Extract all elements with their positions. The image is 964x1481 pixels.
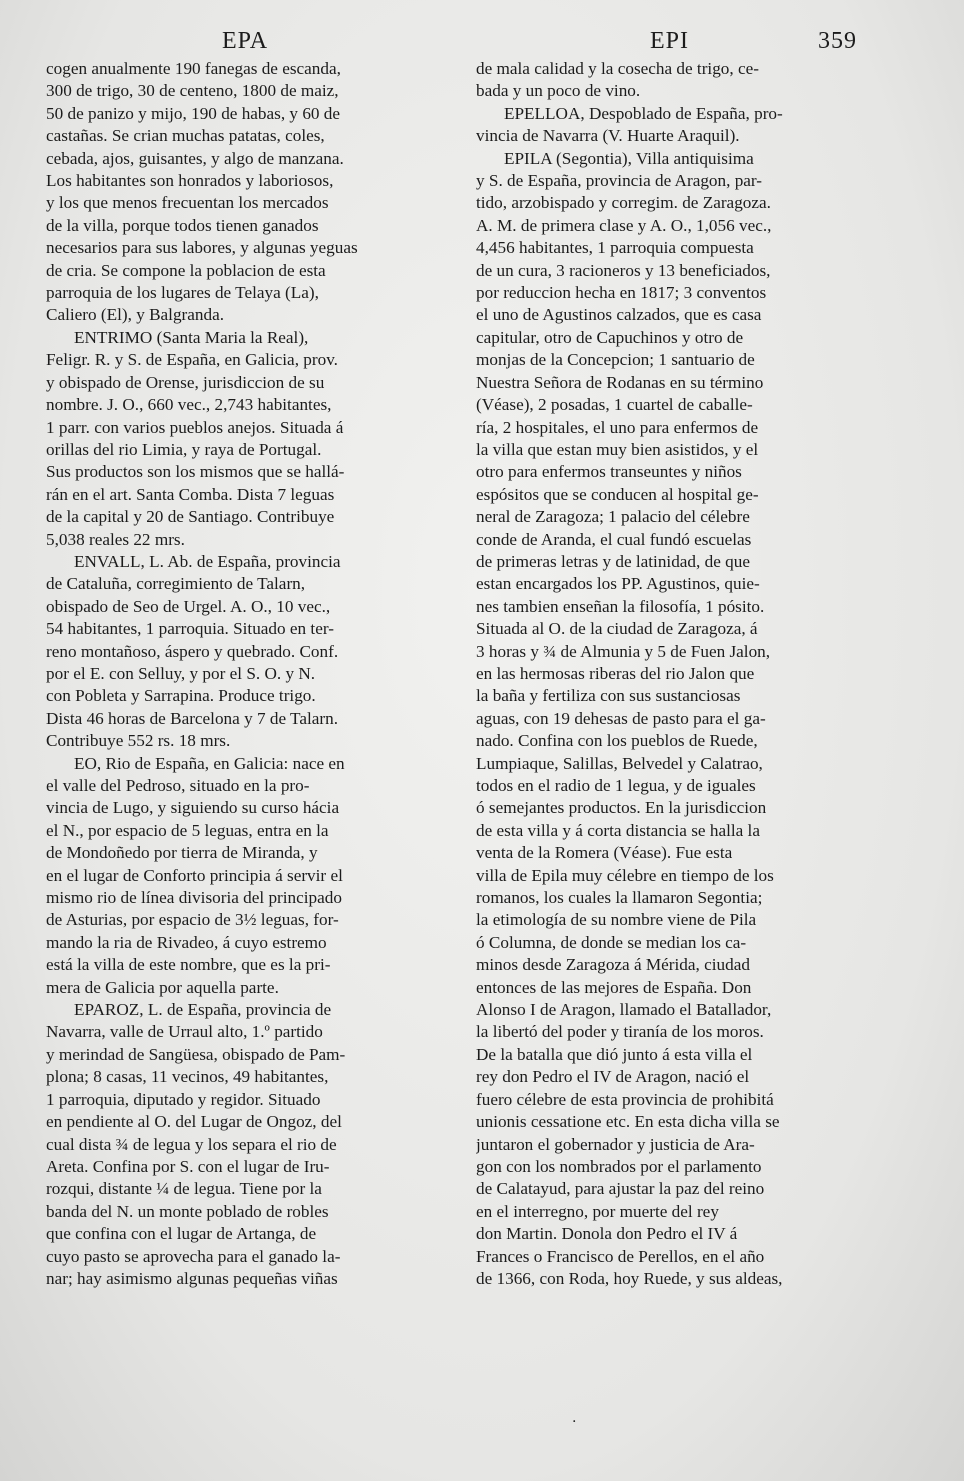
text-line: Contribuye 552 rs. 18 mrs. xyxy=(46,731,231,751)
text-line: y obispado de Orense, jurisdiccion de su xyxy=(46,372,325,392)
text-line: estan encargados los PP. Agustinos, quie- xyxy=(476,574,760,594)
text-line: cebada, ajos, guisantes, y algo de manzana. xyxy=(46,148,344,168)
text-line: 3 horas y ¾ de Almunia y 5 de Fuen Jalon, xyxy=(476,641,771,661)
text-line: mera de Galicia por aquella parte. xyxy=(46,977,279,997)
text-line: Dista 46 horas de Barcelona y 7 de Talarn. xyxy=(46,708,339,728)
text-line: que confina con el lugar de Artanga, de xyxy=(46,1224,317,1244)
text-line: Navarra, valle de Urraul alto, 1.º partido xyxy=(46,1022,323,1042)
text-line: cuyo pasto se aprovecha para el ganado la- xyxy=(46,1246,341,1266)
text-line: banda del N. un monte poblado de robles xyxy=(46,1201,329,1221)
text-line: y S. de España, provincia de Aragon, par- xyxy=(476,171,763,191)
text-line: el valle del Pedroso, situado en la pro- xyxy=(46,776,310,795)
text-line: Feligr. R. y S. de España, en Galicia, prov. xyxy=(46,350,338,370)
text-line: de la capital y 20 de Santiago. Contribuye xyxy=(46,507,335,527)
text-line: 1 parr. con varios pueblos anejos. Situada á xyxy=(46,417,344,437)
text-line: 1 parroquia, diputado y regidor. Situado xyxy=(46,1089,321,1109)
text-line: castañas. Se crian muchas patatas, coles, xyxy=(46,126,325,146)
text-line: Nuestra Señora de Rodanas en su término xyxy=(476,372,764,392)
text-line: monjas de la Concepcion; 1 santuario de xyxy=(476,350,755,370)
text-line: por el E. con Selluy, y por el S. O. y N. xyxy=(46,663,316,683)
text-line: de Asturias, por espacio de 3½ leguas, for- xyxy=(46,910,339,930)
text-line: nes tambien enseñan la filosofía, 1 pósito. xyxy=(476,596,765,616)
text-line: de Cataluña, corregimiento de Talarn, xyxy=(46,574,306,594)
text-line: de mala calidad y la cosecha de trigo, ce- xyxy=(476,59,759,78)
text-line: Frances o Francisco de Perellos, en el año xyxy=(476,1246,765,1266)
text-line: nado. Confina con los pueblos de Ruede, xyxy=(476,731,758,751)
left-text-column xyxy=(46,58,464,1290)
text-line: capitular, otro de Capuchinos y otro de xyxy=(476,327,744,347)
text-line: está la villa de este nombre, que es la pri- xyxy=(46,955,331,975)
text-line: necesarios para sus labores, y algunas yeguas xyxy=(46,238,358,258)
text-line: fuero célebre de esta provincia de prohibitá xyxy=(476,1089,774,1109)
text-line: 300 de trigo, 30 de centeno, 1800 de maiz, xyxy=(46,81,339,101)
text-line: parroquia de los lugares de Telaya (La), xyxy=(46,283,319,303)
text-line: ó semejantes productos. En la jurisdiccion xyxy=(476,798,767,818)
text-line: en el interregno, por muerte del rey xyxy=(476,1201,719,1221)
text-line: por reduccion hecha en 1817; 3 conventos xyxy=(476,283,767,303)
text-line: de cria. Se compone la poblacion de esta xyxy=(46,260,326,280)
text-line: romanos, los cuales la llamaron Segontia; xyxy=(476,888,763,908)
text-line: de Calatayud, para ajustar la paz del reino xyxy=(476,1179,765,1199)
text-line: (Véase), 2 posadas, 1 cuartel de caballe- xyxy=(476,395,753,415)
text-line: villa de Epila muy célebre en tiempo de los xyxy=(476,865,774,885)
text-line: Areta. Confina por S. con el lugar de Iru- xyxy=(46,1156,330,1176)
text-line: el N., por espacio de 5 leguas, entra en la xyxy=(46,820,329,840)
text-line: y merindad de Sangüesa, obispado de Pam- xyxy=(46,1044,346,1064)
text-line: don Martin. Donola don Pedro el IV á xyxy=(476,1224,738,1244)
right-text-column xyxy=(476,58,894,1290)
text-line: de Mondoñedo por tierra de Miranda, y xyxy=(46,843,318,863)
text-line: reno montañoso, áspero y quebrado. Conf. xyxy=(46,641,339,661)
text-line: Situada al O. de la ciudad de Zaragoza, á xyxy=(476,619,758,639)
text-line: De la batalla que dió junto á esta villa el xyxy=(476,1044,753,1064)
text-line: EO, Rio de España, en Galicia: nace en xyxy=(74,753,345,773)
text-line: de 1366, con Roda, hoy Ruede, y sus aldeas, xyxy=(476,1268,783,1288)
text-line: de esta villa y á corta distancia se halla la xyxy=(476,820,760,840)
text-line: vincia de Navarra (V. Huarte Araquil). xyxy=(476,126,740,146)
text-line: tido, arzobispado y corregim. de Zaragoza. xyxy=(476,193,771,213)
text-line: gon con los nombrados por el parlamento xyxy=(476,1156,762,1176)
text-line: y los que menos frecuentan los mercados xyxy=(46,193,329,213)
text-line: mismo rio de línea divisoria del principado xyxy=(46,888,342,908)
text-line: en las hermosas riberas del rio Jalon que xyxy=(476,663,755,683)
text-line: Los habitantes son honrados y laboriosos, xyxy=(46,171,334,191)
text-line: ENTRIMO (Santa Maria la Real), xyxy=(74,327,309,347)
text-line: plona; 8 casas, 11 vecinos, 49 habitantes, xyxy=(46,1067,329,1087)
text-line: la baña y fertiliza con sus sustanciosas xyxy=(476,686,741,706)
running-head-left: EPA xyxy=(222,28,269,54)
text-line: de la villa, porque todos tienen ganados xyxy=(46,215,319,235)
text-line: 54 habitantes, 1 parroquia. Situado en ter- xyxy=(46,619,334,639)
text-line: con Pobleta y Sarrapina. Produce trigo. xyxy=(46,686,316,706)
text-line: cual dista ¾ de legua y los separa el rio de xyxy=(46,1134,337,1154)
text-line: minos desde Zaragoza á Mérida, ciudad xyxy=(476,955,750,975)
text-line: EPAROZ, L. de España, provincia de xyxy=(74,1000,332,1020)
text-line: ó Columna, de donde se median los ca- xyxy=(476,932,747,952)
text-line: en el lugar de Conforto principia á servir el xyxy=(46,865,343,885)
running-head-center: EPI xyxy=(650,28,689,54)
text-line: unionis cessatione etc. En esta dicha villa se xyxy=(476,1112,780,1132)
text-line: A. M. de primera clase y A. O., 1,056 vec., xyxy=(476,215,772,235)
text-line: orillas del rio Limia, y raya de Portugal. xyxy=(46,439,322,459)
text-line: Caliero (El), y Balgranda. xyxy=(46,305,225,325)
text-line: Sus productos son los mismos que se hallá- xyxy=(46,462,345,482)
text-line: rán en el art. Santa Comba. Dista 7 leguas xyxy=(46,484,335,504)
text-line: juntaron el gobernador y justicia de Ara- xyxy=(476,1134,755,1154)
text-line: Alonso I de Aragon, llamado el Batallador, xyxy=(476,1000,772,1020)
page-number: 359 xyxy=(818,28,857,54)
text-line: todos en el radio de 1 legua, y de iguales xyxy=(476,776,756,795)
text-line: neral de Zaragoza; 1 palacio del célebre xyxy=(476,507,750,527)
text-line: obispado de Seo de Urgel. A. O., 10 vec., xyxy=(46,596,331,616)
text-line: ría, 2 hospitales, el uno para enfermos de xyxy=(476,417,759,437)
text-line: bada y un poco de vino. xyxy=(476,81,641,101)
text-line: ENVALL, L. Ab. de España, provincia xyxy=(74,551,341,571)
text-line: 5,038 reales 22 mrs. xyxy=(46,529,185,549)
text-line: espósitos que se conducen al hospital ge- xyxy=(476,484,759,504)
text-line: de primeras letras y de latinidad, de que xyxy=(476,551,750,571)
text-line: la villa que estan muy bien asistidos, y el xyxy=(476,439,759,459)
text-line: 50 de panizo y mijo, 190 de habas, y 60 de xyxy=(46,103,341,123)
text-line: de un cura, 3 racioneros y 13 beneficiados, xyxy=(476,260,771,280)
text-line: rey don Pedro el IV de Aragon, nació el xyxy=(476,1067,750,1087)
text-line: la libertó del poder y tiranía de los moros. xyxy=(476,1022,764,1042)
text-line: aguas, con 19 dehesas de pasto para el ga- xyxy=(476,708,766,728)
text-line: EPELLOA, Despoblado de España, pro- xyxy=(504,103,783,123)
text-line: mando la ria de Rivadeo, á cuyo estremo xyxy=(46,932,327,952)
text-line: el uno de Agustinos calzados, que es casa xyxy=(476,305,762,325)
text-line: venta de la Romera (Véase). Fue esta xyxy=(476,843,733,863)
text-line: rozqui, distante ¼ de legua. Tiene por la xyxy=(46,1179,322,1199)
text-line: nar; hay asimismo algunas pequeñas viñas xyxy=(46,1268,338,1288)
text-line: EPILA (Segontia), Villa antiquisima xyxy=(504,148,754,168)
text-line: en pendiente al O. del Lugar de Ongoz, del xyxy=(46,1112,342,1132)
text-line: Lumpiaque, Salillas, Belvedel y Calatrao, xyxy=(476,753,763,773)
text-line: cogen anualmente 190 fanegas de escanda, xyxy=(46,59,341,78)
text-line: entonces de las mejores de España. Don xyxy=(476,977,752,997)
text-line: 4,456 habitantes, 1 parroquia compuesta xyxy=(476,238,754,258)
text-line: la etimología de su nombre viene de Pila xyxy=(476,910,757,930)
footer-mark: . xyxy=(572,1410,577,1426)
text-line: vincia de Lugo, y siguiendo su curso hácia xyxy=(46,798,340,818)
text-line: otro para enfermos transeuntes y niños xyxy=(476,462,742,482)
text-line: nombre. J. O., 660 vec., 2,743 habitantes, xyxy=(46,395,332,415)
text-line: conde de Aranda, el cual fundó escuelas xyxy=(476,529,752,549)
